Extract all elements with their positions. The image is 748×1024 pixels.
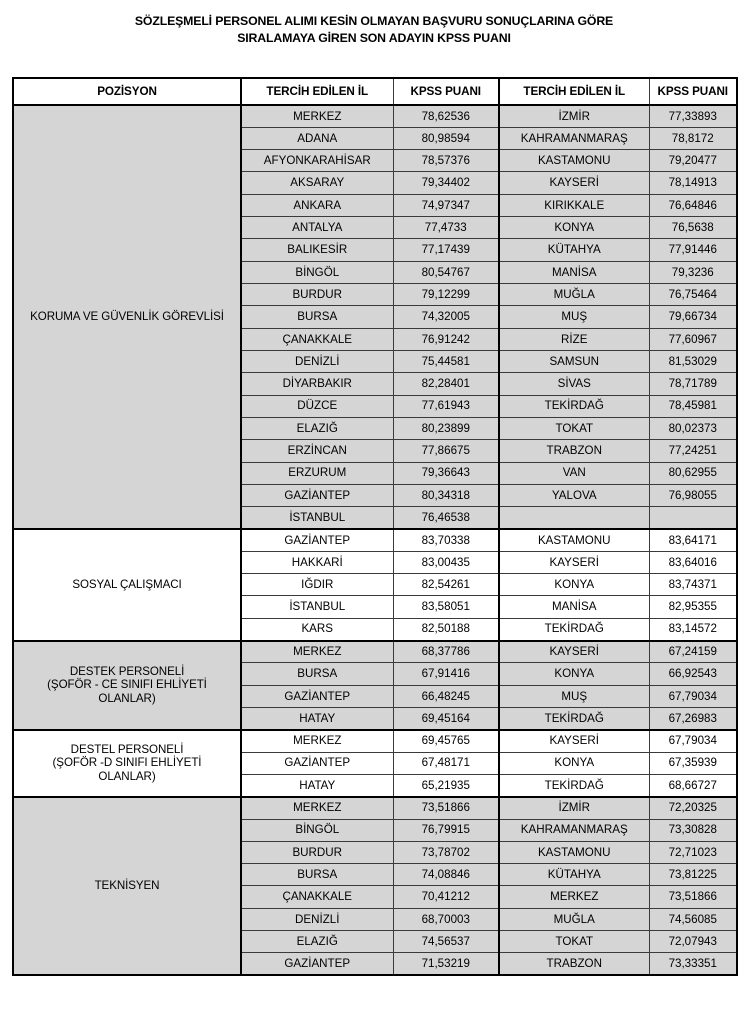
province-cell-1: BİNGÖL bbox=[241, 261, 393, 283]
province-cell-2: MANİSA bbox=[499, 261, 649, 283]
province-cell-2: KÜTAHYA bbox=[499, 239, 649, 261]
province-cell-2: KAYSERİ bbox=[499, 172, 649, 194]
score-cell-1: 83,58051 bbox=[393, 596, 499, 618]
province-cell-1: ANTALYA bbox=[241, 217, 393, 239]
province-cell-2: TRABZON bbox=[499, 953, 649, 975]
position-group bbox=[13, 797, 737, 976]
province-cell-1: DENİZLİ bbox=[241, 350, 393, 372]
score-cell-2: 73,51866 bbox=[649, 886, 737, 908]
score-cell-2: 80,02373 bbox=[649, 417, 737, 439]
score-cell-1: 78,57376 bbox=[393, 150, 499, 172]
province-cell-1: ELAZIĞ bbox=[241, 931, 393, 953]
province-cell-1: BALIKESİR bbox=[241, 239, 393, 261]
table-row bbox=[13, 797, 737, 819]
province-cell-2: VAN bbox=[499, 462, 649, 484]
province-cell-1: MERKEZ bbox=[241, 730, 393, 752]
province-cell-2: KAHRAMANMARAŞ bbox=[499, 127, 649, 149]
score-cell-2: 77,91446 bbox=[649, 239, 737, 261]
province-cell-1: BURSA bbox=[241, 864, 393, 886]
score-cell-1: 78,62536 bbox=[393, 105, 499, 127]
score-cell-1: 68,70003 bbox=[393, 908, 499, 930]
table-row bbox=[13, 105, 737, 127]
score-cell-2: 74,56085 bbox=[649, 908, 737, 930]
province-cell-1: İSTANBUL bbox=[241, 596, 393, 618]
province-cell-2: MERKEZ bbox=[499, 886, 649, 908]
province-cell-1: HATAY bbox=[241, 707, 393, 729]
score-cell-2: 77,24251 bbox=[649, 440, 737, 462]
province-cell-2: TEKİRDAĞ bbox=[499, 774, 649, 796]
empty-cell bbox=[649, 507, 737, 529]
province-cell-1: ÇANAKKALE bbox=[241, 328, 393, 350]
score-cell-1: 80,23899 bbox=[393, 417, 499, 439]
score-cell-2: 77,60967 bbox=[649, 328, 737, 350]
score-cell-1: 73,51866 bbox=[393, 797, 499, 819]
score-cell-2: 83,74371 bbox=[649, 574, 737, 596]
header-row bbox=[13, 78, 737, 105]
position-group bbox=[13, 529, 737, 641]
score-cell-1: 69,45765 bbox=[393, 730, 499, 752]
province-cell-2: SİVAS bbox=[499, 373, 649, 395]
score-cell-1: 83,70338 bbox=[393, 529, 499, 551]
table-header bbox=[13, 78, 737, 105]
table-row bbox=[13, 730, 737, 752]
score-cell-1: 75,44581 bbox=[393, 350, 499, 372]
province-cell-2: TRABZON bbox=[499, 440, 649, 462]
province-cell-1: GAZİANTEP bbox=[241, 529, 393, 551]
score-cell-1: 77,86675 bbox=[393, 440, 499, 462]
score-cell-1: 74,08846 bbox=[393, 864, 499, 886]
province-cell-1: GAZİANTEP bbox=[241, 953, 393, 975]
province-cell-2: TOKAT bbox=[499, 417, 649, 439]
score-cell-1: 76,91242 bbox=[393, 328, 499, 350]
score-cell-2: 72,07943 bbox=[649, 931, 737, 953]
score-cell-2: 80,62955 bbox=[649, 462, 737, 484]
kpss-results-table bbox=[12, 77, 738, 976]
position-label: DESTEL PERSONELİ (ŞOFÖR -D SINIFI EHLİYETİ OLANLAR) bbox=[13, 730, 241, 797]
kpss-table-container bbox=[12, 77, 736, 976]
score-cell-1: 66,48245 bbox=[393, 685, 499, 707]
score-cell-2: 83,64016 bbox=[649, 551, 737, 573]
score-cell-2: 68,66727 bbox=[649, 774, 737, 796]
score-cell-2: 78,45981 bbox=[649, 395, 737, 417]
score-cell-1: 65,21935 bbox=[393, 774, 499, 796]
position-label: TEKNİSYEN bbox=[13, 797, 241, 976]
score-cell-2: 67,79034 bbox=[649, 730, 737, 752]
position-label: SOSYAL ÇALIŞMACI bbox=[13, 529, 241, 641]
province-cell-2: MUŞ bbox=[499, 306, 649, 328]
province-cell-1: BİNGÖL bbox=[241, 819, 393, 841]
column-header-score-2: KPSS PUANI bbox=[649, 78, 737, 105]
position-group bbox=[13, 730, 737, 797]
province-cell-1: BURSA bbox=[241, 306, 393, 328]
province-cell-2: MUŞ bbox=[499, 685, 649, 707]
province-cell-2: KASTAMONU bbox=[499, 150, 649, 172]
score-cell-2: 72,20325 bbox=[649, 797, 737, 819]
province-cell-1: MERKEZ bbox=[241, 641, 393, 663]
province-cell-1: GAZİANTEP bbox=[241, 685, 393, 707]
province-cell-1: DENİZLİ bbox=[241, 908, 393, 930]
province-cell-1: ADANA bbox=[241, 127, 393, 149]
position-group bbox=[13, 641, 737, 730]
score-cell-2: 76,5638 bbox=[649, 217, 737, 239]
score-cell-1: 69,45164 bbox=[393, 707, 499, 729]
score-cell-1: 77,4733 bbox=[393, 217, 499, 239]
province-cell-2: İZMİR bbox=[499, 797, 649, 819]
score-cell-2: 67,79034 bbox=[649, 685, 737, 707]
score-cell-1: 82,28401 bbox=[393, 373, 499, 395]
score-cell-1: 76,46538 bbox=[393, 507, 499, 529]
score-cell-1: 79,12299 bbox=[393, 284, 499, 306]
page-title bbox=[0, 0, 748, 47]
province-cell-2: İZMİR bbox=[499, 105, 649, 127]
score-cell-1: 67,48171 bbox=[393, 752, 499, 774]
province-cell-1: KARS bbox=[241, 618, 393, 640]
score-cell-2: 73,30828 bbox=[649, 819, 737, 841]
score-cell-1: 74,32005 bbox=[393, 306, 499, 328]
score-cell-1: 80,34318 bbox=[393, 484, 499, 506]
score-cell-2: 78,14913 bbox=[649, 172, 737, 194]
score-cell-1: 77,61943 bbox=[393, 395, 499, 417]
score-cell-2: 77,33893 bbox=[649, 105, 737, 127]
table-row bbox=[13, 529, 737, 551]
empty-cell bbox=[499, 507, 649, 529]
province-cell-1: BURSA bbox=[241, 663, 393, 685]
score-cell-2: 67,35939 bbox=[649, 752, 737, 774]
score-cell-2: 81,53029 bbox=[649, 350, 737, 372]
score-cell-2: 72,71023 bbox=[649, 841, 737, 863]
score-cell-2: 79,3236 bbox=[649, 261, 737, 283]
province-cell-1: ÇANAKKALE bbox=[241, 886, 393, 908]
score-cell-2: 76,75464 bbox=[649, 284, 737, 306]
score-cell-2: 82,95355 bbox=[649, 596, 737, 618]
score-cell-1: 83,00435 bbox=[393, 551, 499, 573]
column-header-position: POZİSYON bbox=[13, 78, 241, 105]
score-cell-1: 82,50188 bbox=[393, 618, 499, 640]
province-cell-2: TEKİRDAĞ bbox=[499, 395, 649, 417]
score-cell-1: 74,56537 bbox=[393, 931, 499, 953]
score-cell-2: 67,26983 bbox=[649, 707, 737, 729]
score-cell-1: 79,34402 bbox=[393, 172, 499, 194]
province-cell-2: KAYSERİ bbox=[499, 730, 649, 752]
province-cell-1: GAZİANTEP bbox=[241, 484, 393, 506]
score-cell-1: 68,37786 bbox=[393, 641, 499, 663]
score-cell-2: 78,71789 bbox=[649, 373, 737, 395]
score-cell-1: 76,79915 bbox=[393, 819, 499, 841]
province-cell-2: KONYA bbox=[499, 752, 649, 774]
score-cell-1: 67,91416 bbox=[393, 663, 499, 685]
score-cell-1: 77,17439 bbox=[393, 239, 499, 261]
province-cell-1: MERKEZ bbox=[241, 105, 393, 127]
province-cell-2: MANİSA bbox=[499, 596, 649, 618]
province-cell-1: GAZİANTEP bbox=[241, 752, 393, 774]
score-cell-2: 83,14572 bbox=[649, 618, 737, 640]
score-cell-1: 80,98594 bbox=[393, 127, 499, 149]
score-cell-2: 78,8172 bbox=[649, 127, 737, 149]
province-cell-1: ELAZIĞ bbox=[241, 417, 393, 439]
score-cell-2: 76,64846 bbox=[649, 194, 737, 216]
province-cell-1: MERKEZ bbox=[241, 797, 393, 819]
table-row bbox=[13, 641, 737, 663]
province-cell-2: TEKİRDAĞ bbox=[499, 618, 649, 640]
column-header-province-1: TERCİH EDİLEN İL bbox=[241, 78, 393, 105]
province-cell-1: HATAY bbox=[241, 774, 393, 796]
score-cell-1: 79,36643 bbox=[393, 462, 499, 484]
province-cell-2: KONYA bbox=[499, 574, 649, 596]
province-cell-2: MUĞLA bbox=[499, 908, 649, 930]
province-cell-2: KASTAMONU bbox=[499, 529, 649, 551]
province-cell-2: YALOVA bbox=[499, 484, 649, 506]
province-cell-1: ERZİNCAN bbox=[241, 440, 393, 462]
province-cell-2: KONYA bbox=[499, 217, 649, 239]
province-cell-1: IĞDIR bbox=[241, 574, 393, 596]
province-cell-2: KIRIKKALE bbox=[499, 194, 649, 216]
province-cell-2: KAYSERİ bbox=[499, 551, 649, 573]
column-header-province-2: TERCİH EDİLEN İL bbox=[499, 78, 649, 105]
province-cell-2: SAMSUN bbox=[499, 350, 649, 372]
province-cell-1: BURDUR bbox=[241, 284, 393, 306]
score-cell-2: 76,98055 bbox=[649, 484, 737, 506]
score-cell-1: 73,78702 bbox=[393, 841, 499, 863]
province-cell-2: MUĞLA bbox=[499, 284, 649, 306]
province-cell-1: BURDUR bbox=[241, 841, 393, 863]
score-cell-2: 79,66734 bbox=[649, 306, 737, 328]
province-cell-2: TEKİRDAĞ bbox=[499, 707, 649, 729]
score-cell-1: 70,41212 bbox=[393, 886, 499, 908]
province-cell-2: KAHRAMANMARAŞ bbox=[499, 819, 649, 841]
province-cell-2: KÜTAHYA bbox=[499, 864, 649, 886]
province-cell-1: ERZURUM bbox=[241, 462, 393, 484]
province-cell-2: KONYA bbox=[499, 663, 649, 685]
province-cell-1: AKSARAY bbox=[241, 172, 393, 194]
province-cell-2: KASTAMONU bbox=[499, 841, 649, 863]
position-group bbox=[13, 105, 737, 529]
score-cell-2: 73,81225 bbox=[649, 864, 737, 886]
score-cell-1: 71,53219 bbox=[393, 953, 499, 975]
province-cell-2: KAYSERİ bbox=[499, 641, 649, 663]
province-cell-1: DİYARBAKIR bbox=[241, 373, 393, 395]
score-cell-2: 66,92543 bbox=[649, 663, 737, 685]
province-cell-1: İSTANBUL bbox=[241, 507, 393, 529]
score-cell-1: 74,97347 bbox=[393, 194, 499, 216]
province-cell-2: TOKAT bbox=[499, 931, 649, 953]
score-cell-2: 83,64171 bbox=[649, 529, 737, 551]
score-cell-2: 73,33351 bbox=[649, 953, 737, 975]
province-cell-1: AFYONKARAHİSAR bbox=[241, 150, 393, 172]
province-cell-1: ANKARA bbox=[241, 194, 393, 216]
province-cell-1: DÜZCE bbox=[241, 395, 393, 417]
province-cell-1: HAKKARİ bbox=[241, 551, 393, 573]
score-cell-1: 82,54261 bbox=[393, 574, 499, 596]
page-title-line-2: SIRALAMAYA GİREN SON ADAYIN KPSS PUANI bbox=[237, 31, 511, 45]
column-header-score-1: KPSS PUANI bbox=[393, 78, 499, 105]
position-label: KORUMA VE GÜVENLİK GÖREVLİSİ bbox=[13, 105, 241, 529]
score-cell-2: 79,20477 bbox=[649, 150, 737, 172]
province-cell-2: RİZE bbox=[499, 328, 649, 350]
score-cell-1: 80,54767 bbox=[393, 261, 499, 283]
position-label: DESTEK PERSONELİ (ŞOFÖR - CE SINIFI EHLİYETİ OLANLAR) bbox=[13, 641, 241, 730]
page-title-line-1: SÖZLEŞMELİ PERSONEL ALIMI KESİN OLMAYAN BAŞVURU SONUÇLARINA GÖRE bbox=[134, 14, 614, 28]
score-cell-2: 67,24159 bbox=[649, 641, 737, 663]
